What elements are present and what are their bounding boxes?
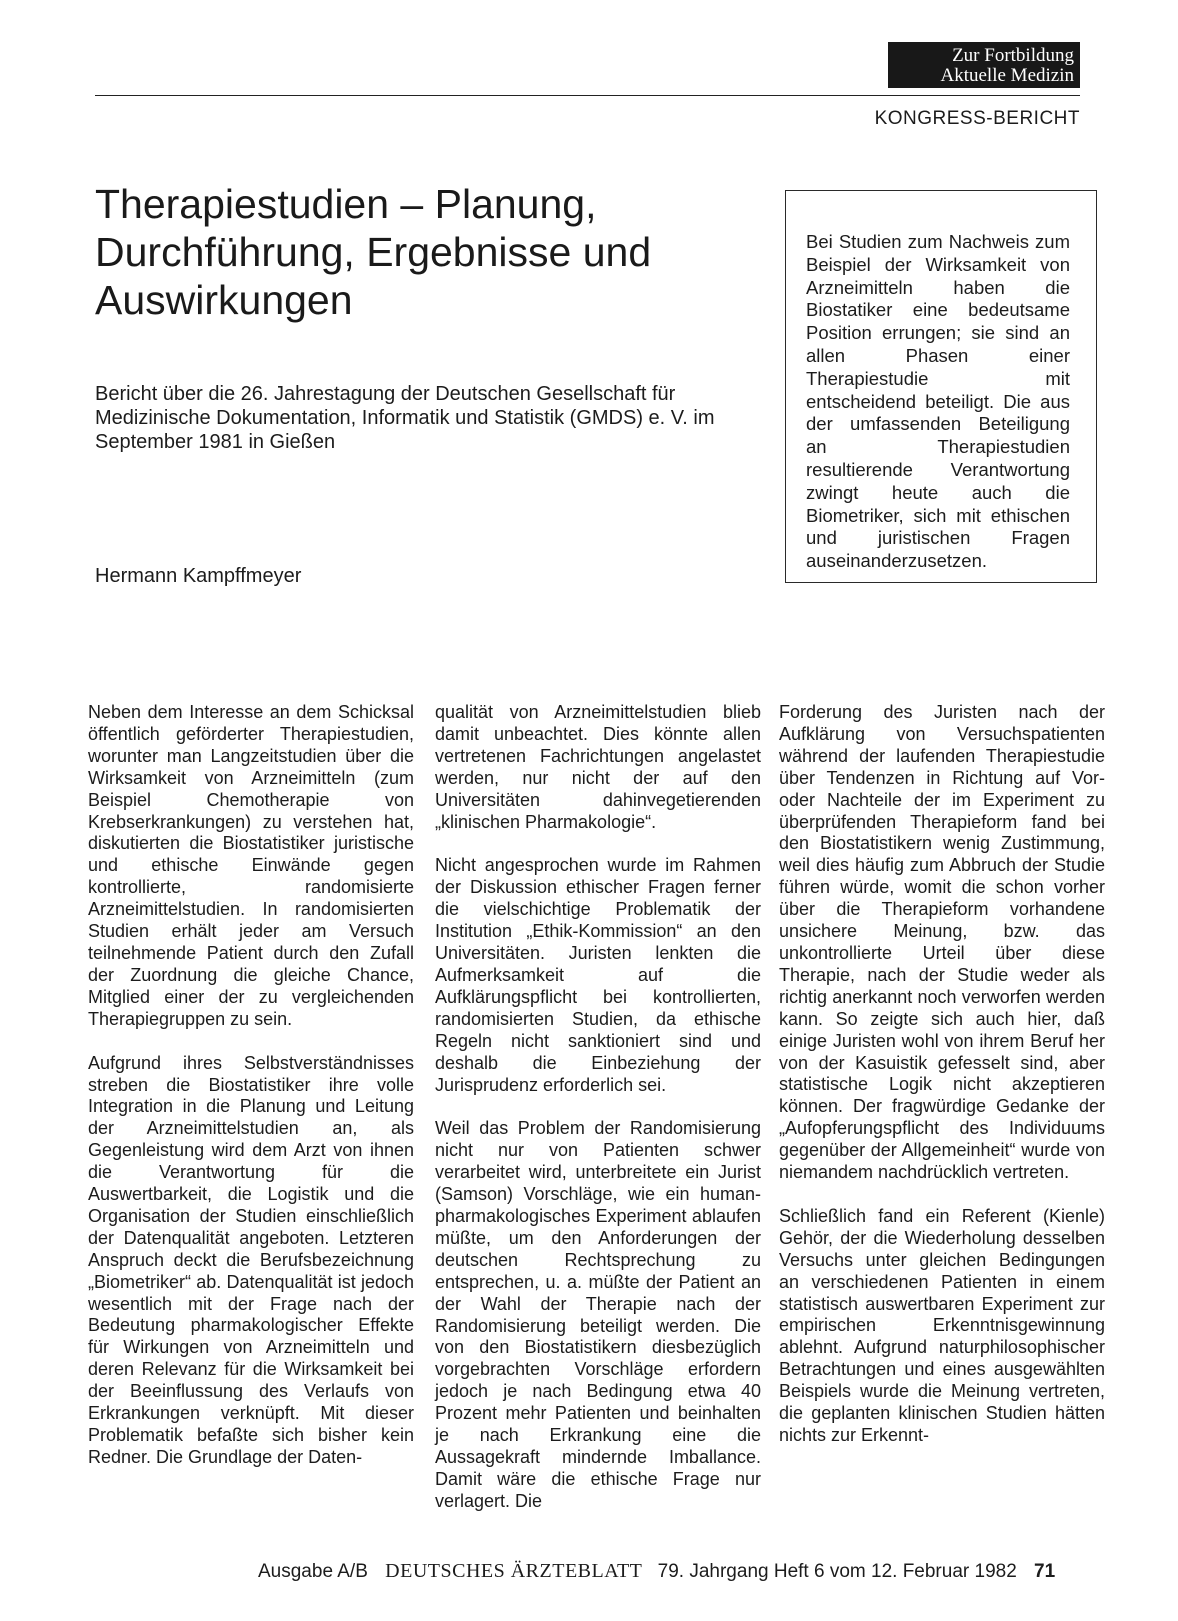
text-column-3 xyxy=(779,702,1105,1469)
header-rule xyxy=(95,95,1080,96)
page-number: 71 xyxy=(1034,1561,1056,1582)
article-author: Hermann Kampffmeyer xyxy=(95,565,302,587)
text-column-2 xyxy=(435,702,761,1535)
article-subtitle: Bericht über die 26. Jahrestagung der Deutschen Gesellschaft für Medizinische Dokumentation, Informatik und Statistik (GMDS) e. V. im September 1981 in Gießen xyxy=(95,383,715,453)
section-label: KONGRESS-BERICHT xyxy=(874,108,1080,129)
footer-issue: 79. Jahrgang Heft 6 vom 12. Februar 1982 xyxy=(657,1561,1017,1582)
paragraph: Neben dem Interesse an dem Schicksal öffentlich geförderter Therapiestudien, worunter man Langzeitstudien über die Wirksamkeit von Arzneimitteln (zum Beispiel Chemotherapie von Krebserkrankungen) zu verstehen hat, diskutierten die Biostatistiker juristische und ethische Einwände gegen kontrollierte, randomisierte Arzneimittelstudien. In randomisierten Studien erhält jeder am Versuch teilnehmende Patient durch den Zufall der Zuordnung die gleiche Chance, Mitglied einer der zu vergleichenden Therapiegruppen zu sein. xyxy=(88,702,414,1029)
category-line-2: Aktuelle Medizin xyxy=(940,65,1074,86)
paragraph: qualität von Arzneimittelstudien blieb damit unbeachtet. Dies könnte allen vertretenen Fachrichtungen angelastet werden, nur nicht der auf den Universitäten dahinvegetierenden „klinischen Pharmakologie“. xyxy=(435,702,761,832)
paragraph: Forderung des Juristen nach der Aufklärung von Versuchspatienten während der laufenden Therapiestudie über Tendenzen in Richtung auf Vor- oder Nachteile der im Experiment zu überprüfenden Therapieform fand bei den Biostatistikern wenig Zustimmung, weil dies häufig zum Abbruch der Studie führen würde, womit die schon vorher über die Therapieform vorhandene unsichere Meinung, bzw. das unkontrollierte Urteil über diese Therapie, nach der Studie weder als richtig anerkannt noch verworfen werden kann. So zeigte sich auch hier, daß einige Juristen wohl von ihrem Beruf her von der Kasuistik gefesselt sind, aber statistische Logik nicht akzeptieren können. Der fragwürdige Gedanke der „Aufopferungspflicht des Individuums gegenüber der Allgemeinheit“ wurde von niemandem nachdrücklich vertreten. xyxy=(779,702,1105,1183)
category-badge xyxy=(888,42,1080,88)
footer-edition: Ausgabe A/B xyxy=(258,1561,368,1582)
paragraph: Weil das Problem der Randomisierung nicht nur von Patienten schwer verarbeitet wird, unterbreitete ein Jurist (Samson) Vorschläge, wie ein human-pharmakologisches Experiment ablaufen müßte, um den Anforderungen der deutschen Rechtsprechung zu entsprechen, u. a. müßte der Patient an der Wahl der Therapie nach der Randomisierung beteiligt werden. Die von den Biostatistikern diesbezüglich vorgebrachten Vorschläge erfordern jedoch je nach Bedingung etwa 40 Prozent mehr Patienten und beinhalten je nach Erkrankung eine die Aussagekraft mindernde Imballance. Damit wäre die ethische Frage nur verlagert. Die xyxy=(435,1118,761,1511)
category-line-1: Zur Fortbildung xyxy=(952,45,1074,66)
paragraph: Schließlich fand ein Referent (Kienle) Gehör, der die Wiederholung desselben Versuchs unter gleichen Bedingungen an verschiedenen Patienten in einem statistisch auswertbaren Experiment zur empirischen Erkenntnisgewinnung ablehnt. Aufgrund naturphilosophischer Betrachtungen und eines ausgewählten Beispiels wurde die Meinung vertreten, die geplanten klinischen Studien hätten nichts zur Erkennt- xyxy=(779,1205,1105,1445)
text-column-1 xyxy=(88,702,414,1491)
abstract-box xyxy=(785,190,1097,583)
article-title: Therapiestudien – Planung, Durchführung, Ergebnisse und Auswirkungen xyxy=(95,181,652,323)
paragraph: Aufgrund ihres Selbstverständnisses streben die Biostatistiker ihre volle Integration in die Planung und Leitung der Arzneimittelstudien an, als Gegenleistung wird dem Arzt von ihnen die Verantwortung für die Auswertbarkeit, die Logistik und die Organisation der Studien einschließlich der Datenqualität angeboten. Letzteren Anspruch deckt die Berufsbezeichnung „Biometriker“ ab. Datenqualität ist jedoch wesentlich mit der Frage nach der Bedeutung pharmakologischer Effekte für Wirkungen von Arzneimitteln und deren Relevanz für die Wirksamkeit bei der Beeinflussung des Verlaufs von Erkrankungen verknüpft. Mit dieser Problematik befaßte sich bisher kein Redner. Die Grundlage der Daten- xyxy=(88,1052,414,1467)
footer-journal: DEUTSCHES ÄRZTEBLATT xyxy=(385,1560,643,1582)
page-footer xyxy=(258,1560,1080,1583)
abstract-text: Bei Studien zum Nachweis zum Beispiel der Wirksamkeit von Arzneimitteln haben die Biostatiker eine bedeutsame Position errungen; sie sind an allen Phasen einer Therapiestudie mit entscheidend beteiligt. Die aus der umfassenden Beteiligung an Therapiestudien resultierende Verantwortung zwingt heute auch die Biometriker, sich mit ethischen und juristischen Fragen auseinanderzusetzen. xyxy=(806,231,1070,572)
paragraph: Nicht angesprochen wurde im Rahmen der Diskussion ethischer Fragen ferner die vielschichtige Problematik der Institution „Ethik-Kommission“ an den Universitäten. Juristen lenkten die Aufmerksamkeit auf die Aufklärungspflicht bei kontrollierten, randomisierten Studien, da ethische Regeln nicht sanktioniert sind und deshalb die Einbeziehung der Jurisprudenz erforderlich sei. xyxy=(435,855,761,1095)
